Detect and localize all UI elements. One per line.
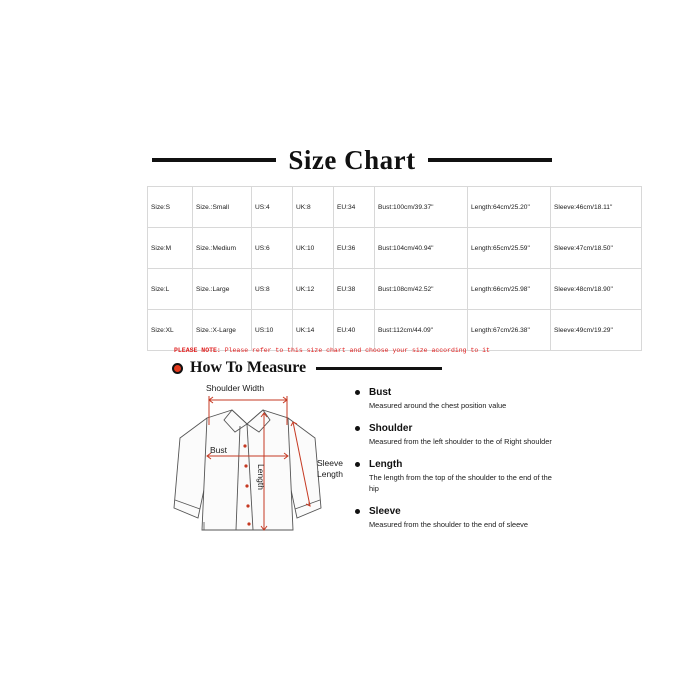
label-bust: Bust	[210, 445, 228, 455]
cell-uk: UK:14	[293, 310, 334, 351]
cell-eu: EU:40	[334, 310, 375, 351]
definition-item	[355, 386, 555, 411]
label-shoulder-width: Shoulder Width	[206, 383, 265, 393]
cell-length: Length:64cm/25.20"	[468, 187, 551, 228]
cell-size: Size:S	[148, 187, 193, 228]
table-row	[148, 187, 642, 228]
bullet-icon	[172, 363, 183, 374]
table-row	[148, 269, 642, 310]
cell-us: US:8	[252, 269, 293, 310]
how-to-measure-title: How To Measure	[190, 359, 307, 376]
cell-size: Size:L	[148, 269, 193, 310]
cell-size-alt: Size.:Medium	[193, 228, 252, 269]
title-rule-right	[428, 158, 552, 162]
please-note	[174, 347, 490, 354]
definition-description: Measured around the chest position value	[369, 401, 507, 410]
cell-us: US:6	[252, 228, 293, 269]
page-title: Size Chart	[288, 144, 416, 175]
cell-us: US:4	[252, 187, 293, 228]
size-chart-table	[147, 186, 642, 351]
cell-length: Length:67cm/26.38"	[468, 310, 551, 351]
cell-size-alt: Size.:Large	[193, 269, 252, 310]
cell-eu: EU:38	[334, 269, 375, 310]
cell-sleeve: Sleeve:49cm/19.29"	[551, 310, 642, 351]
measurement-definitions	[355, 386, 555, 541]
cell-size-alt: Size.:X-Large	[193, 310, 252, 351]
garment-measurement-diagram	[160, 380, 360, 560]
table-row	[148, 310, 642, 351]
cell-sleeve: Sleeve:47cm/18.50"	[551, 228, 642, 269]
cell-eu: EU:34	[334, 187, 375, 228]
cell-uk: UK:8	[293, 187, 334, 228]
definition-description: Measured from the left shoulder to the of Right shoulder	[369, 437, 552, 446]
cell-uk: UK:10	[293, 228, 334, 269]
cell-eu: EU:36	[334, 228, 375, 269]
definition-term: Length	[369, 459, 403, 470]
label-sleeve-length: Sleeve Length	[317, 458, 343, 479]
bullet-dot-icon	[355, 509, 360, 514]
please-note-label: PLEASE NOTE:	[174, 347, 221, 354]
how-to-measure-header	[172, 357, 442, 379]
cell-size-alt: Size.:Small	[193, 187, 252, 228]
title-rule-left	[152, 158, 276, 162]
definition-term: Shoulder	[369, 423, 413, 434]
cell-bust: Bust:100cm/39.37"	[375, 187, 468, 228]
definition-item	[355, 422, 555, 447]
definition-description: The length from the top of the shoulder to the end of the hip	[369, 473, 552, 493]
bullet-dot-icon	[355, 462, 360, 467]
cell-us: US:10	[252, 310, 293, 351]
definition-item	[355, 458, 555, 494]
cell-bust: Bust:104cm/40.94"	[375, 228, 468, 269]
cell-sleeve: Sleeve:48cm/18.90"	[551, 269, 642, 310]
cell-length: Length:65cm/25.59"	[468, 228, 551, 269]
cell-bust: Bust:108cm/42.52"	[375, 269, 468, 310]
cell-size: Size:XL	[148, 310, 193, 351]
size-chart-title-row	[152, 143, 552, 177]
cell-length: Length:66cm/25.98"	[468, 269, 551, 310]
cell-uk: UK:12	[293, 269, 334, 310]
cell-sleeve: Sleeve:46cm/18.11"	[551, 187, 642, 228]
bullet-dot-icon	[355, 426, 360, 431]
definition-term: Bust	[369, 387, 392, 398]
definition-term: Sleeve	[369, 506, 401, 517]
please-note-text: Please refer to this size chart and choose your size according to it	[220, 347, 490, 354]
how-to-measure-rule	[316, 367, 442, 370]
cell-size: Size:M	[148, 228, 193, 269]
label-length: Length	[256, 464, 266, 490]
definition-description: Measured from the shoulder to the end of sleeve	[369, 520, 528, 529]
definition-item	[355, 505, 555, 530]
table-row	[148, 228, 642, 269]
cell-bust: Bust:112cm/44.09"	[375, 310, 468, 351]
bullet-dot-icon	[355, 390, 360, 395]
